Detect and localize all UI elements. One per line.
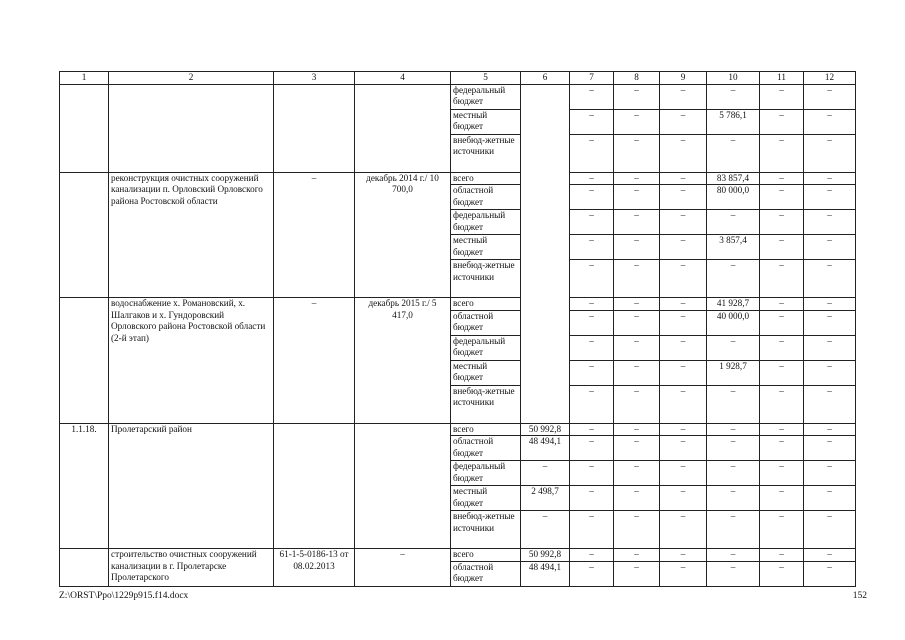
funding-source: областной бюджет [451,561,521,586]
value-cell: – [614,486,660,511]
table-row [60,423,856,436]
value-cell: – [804,511,856,549]
funding-source: федеральный бюджет [451,210,521,235]
value-cell: – [570,210,614,235]
value-cell: – [614,172,660,185]
document-ref: 61-1-5-0186-13 от 08.02.2013 [274,549,355,587]
value-cell: – [707,210,760,235]
value-cell: – [570,235,614,260]
value-cell: – [707,423,760,436]
value-cell: – [804,134,856,172]
funding-source: федеральный бюджет [451,335,521,360]
value-cell: – [614,385,660,423]
value-cell: – [614,185,660,210]
value-cell: 50 992,8 [521,423,570,436]
value-cell: – [660,335,707,360]
value-cell: – [614,109,660,134]
value-cell: – [614,360,660,385]
value-cell: – [760,385,804,423]
value-cell: – [660,134,707,172]
value-cell: – [804,360,856,385]
funding-source: областной бюджет [451,310,521,335]
value-cell: – [660,210,707,235]
value-cell: – [804,235,856,260]
value-cell: – [660,561,707,586]
value-cell: – [614,423,660,436]
funding-source: внебюд-жетные источники [451,511,521,549]
footer-page-number: 152 [852,591,867,601]
value-cell: – [570,260,614,298]
value-cell: – [660,84,707,109]
value-cell: – [804,436,856,461]
table-row [60,549,856,562]
document-ref [274,84,355,172]
value-cell: – [660,185,707,210]
funding-source: всего [451,549,521,562]
value-cell: – [760,310,804,335]
value-cell: – [760,561,804,586]
value-cell: – [760,298,804,311]
value-cell: – [804,486,856,511]
value-cell: 48 494,1 [521,561,570,586]
object-name [109,84,274,172]
value-cell: – [804,310,856,335]
value-cell: – [570,423,614,436]
value-cell: 2 498,7 [521,486,570,511]
value-cell: – [707,486,760,511]
completion-date [355,84,451,172]
funding-source: местный бюджет [451,360,521,385]
value-cell: – [760,511,804,549]
value-cell: – [614,561,660,586]
value-cell: – [804,260,856,298]
value-cell: – [760,360,804,385]
value-cell: 41 928,7 [707,298,760,311]
column-header: 11 [760,72,804,85]
value-cell: 40 000,0 [707,310,760,335]
row-number: 1.1.18. [60,423,109,549]
completion-date: – [355,549,451,587]
completion-date: декабрь 2014 г./ 10 700,0 [355,172,451,298]
value-cell: – [804,109,856,134]
column-header: 6 [521,72,570,85]
value-cell: – [570,561,614,586]
column-header: 3 [274,72,355,85]
value-cell: – [660,260,707,298]
value-cell: – [614,335,660,360]
value-cell: – [660,461,707,486]
value-cell: 83 857,4 [707,172,760,185]
value-cell: – [660,436,707,461]
value-cell: – [570,486,614,511]
value-cell: – [570,298,614,311]
value-cell: – [760,260,804,298]
value-cell: – [760,109,804,134]
value-cell: – [707,134,760,172]
value-cell: – [707,335,760,360]
funding-source: федеральный бюджет [451,84,521,109]
funding-source: внебюд-жетные источники [451,134,521,172]
value-cell: – [760,461,804,486]
column-header: 1 [60,72,109,85]
value-cell: – [570,511,614,549]
funding-source: местный бюджет [451,235,521,260]
table-row [60,298,856,311]
value-cell: – [614,235,660,260]
value-cell: – [660,298,707,311]
funding-source: внебюд-жетные источники [451,260,521,298]
value-cell: – [760,335,804,360]
row-number [60,549,109,587]
table-row [60,84,856,109]
value-cell: – [660,423,707,436]
value-cell: – [804,423,856,436]
value-cell: – [660,360,707,385]
value-cell: – [570,549,614,562]
value-cell: – [760,210,804,235]
value-cell: – [660,235,707,260]
table-row [60,172,856,185]
value-cell: 48 494,1 [521,436,570,461]
value-cell: – [570,84,614,109]
value-cell: – [707,561,760,586]
value-cell: – [570,310,614,335]
value-cell: – [660,172,707,185]
value-cell: – [760,172,804,185]
value-cell: – [614,210,660,235]
value-cell: – [614,134,660,172]
value-cell: – [521,511,570,549]
value-cell: – [570,385,614,423]
object-name: строительство очистных сооружений канализации в г. Пролетарске Пролетарского [109,549,274,587]
value-cell: – [804,335,856,360]
value-cell: – [760,134,804,172]
value-cell: – [760,185,804,210]
value-cell: 3 857,4 [707,235,760,260]
value-cell: – [707,461,760,486]
value-cell: – [570,436,614,461]
funding-source: федеральный бюджет [451,461,521,486]
value-cell: – [570,461,614,486]
value-cell: – [707,436,760,461]
value-cell: – [804,461,856,486]
value-cell: – [804,84,856,109]
row-number [60,84,109,172]
header-row [60,72,856,85]
value-cell: – [760,436,804,461]
value-cell: – [707,511,760,549]
value-cell: – [570,335,614,360]
value-cell: – [570,360,614,385]
value-cell: – [614,461,660,486]
value-cell: – [521,461,570,486]
document-ref: – [274,298,355,424]
value-cell: – [660,385,707,423]
value-cell: – [570,109,614,134]
object-name: реконструкция очистных сооружений канализации п. Орловский Орловского района Ростовской области [109,172,274,298]
value-cell: – [707,385,760,423]
value-cell: – [614,511,660,549]
value-cell: – [614,310,660,335]
value-cell: – [760,423,804,436]
value-cell: – [804,185,856,210]
value-cell: – [804,549,856,562]
value-cell: – [760,84,804,109]
completion-date [355,423,451,549]
value-cell: – [570,185,614,210]
value-cell: – [707,549,760,562]
column-header: 4 [355,72,451,85]
value-cell: – [570,172,614,185]
value-cell: – [760,235,804,260]
value-cell: 80 000,0 [707,185,760,210]
column-header: 10 [707,72,760,85]
funding-source: местный бюджет [451,109,521,134]
value-cell [521,84,570,423]
funding-source: всего [451,172,521,185]
value-cell: – [760,486,804,511]
value-cell: 50 992,8 [521,549,570,562]
object-name: водоснабжение х. Романовский, х. Шалгаков и х. Гундоровский Орловского района Ростовской области (2-й этап) [109,298,274,424]
value-cell: 1 928,7 [707,360,760,385]
budget-table [59,71,856,587]
value-cell: – [660,310,707,335]
value-cell: – [660,549,707,562]
value-cell: – [614,84,660,109]
completion-date: декабрь 2015 г./ 5 417,0 [355,298,451,424]
value-cell: 5 786,1 [707,109,760,134]
row-number [60,298,109,424]
column-header: 2 [109,72,274,85]
column-header: 12 [804,72,856,85]
footer-file-path: Z:\ORST\Ppo\1229p915.f14.docx [59,591,189,601]
value-cell: – [707,260,760,298]
funding-source: областной бюджет [451,185,521,210]
column-header: 5 [451,72,521,85]
value-cell: – [570,134,614,172]
column-header: 8 [614,72,660,85]
value-cell: – [760,549,804,562]
value-cell: – [614,260,660,298]
row-number [60,172,109,298]
funding-source: всего [451,423,521,436]
value-cell: – [804,210,856,235]
value-cell: – [804,298,856,311]
document-ref: – [274,172,355,298]
document-ref [274,423,355,549]
value-cell: – [660,486,707,511]
value-cell: – [707,84,760,109]
value-cell: – [614,549,660,562]
object-name: Пролетарский район [109,423,274,549]
value-cell: – [614,298,660,311]
value-cell: – [660,511,707,549]
funding-source: областной бюджет [451,436,521,461]
funding-source: внебюд-жетные источники [451,385,521,423]
column-header: 7 [570,72,614,85]
funding-source: местный бюджет [451,486,521,511]
column-header: 9 [660,72,707,85]
value-cell: – [804,561,856,586]
value-cell: – [804,385,856,423]
value-cell: – [804,172,856,185]
funding-source: всего [451,298,521,311]
value-cell: – [660,109,707,134]
value-cell: – [614,436,660,461]
